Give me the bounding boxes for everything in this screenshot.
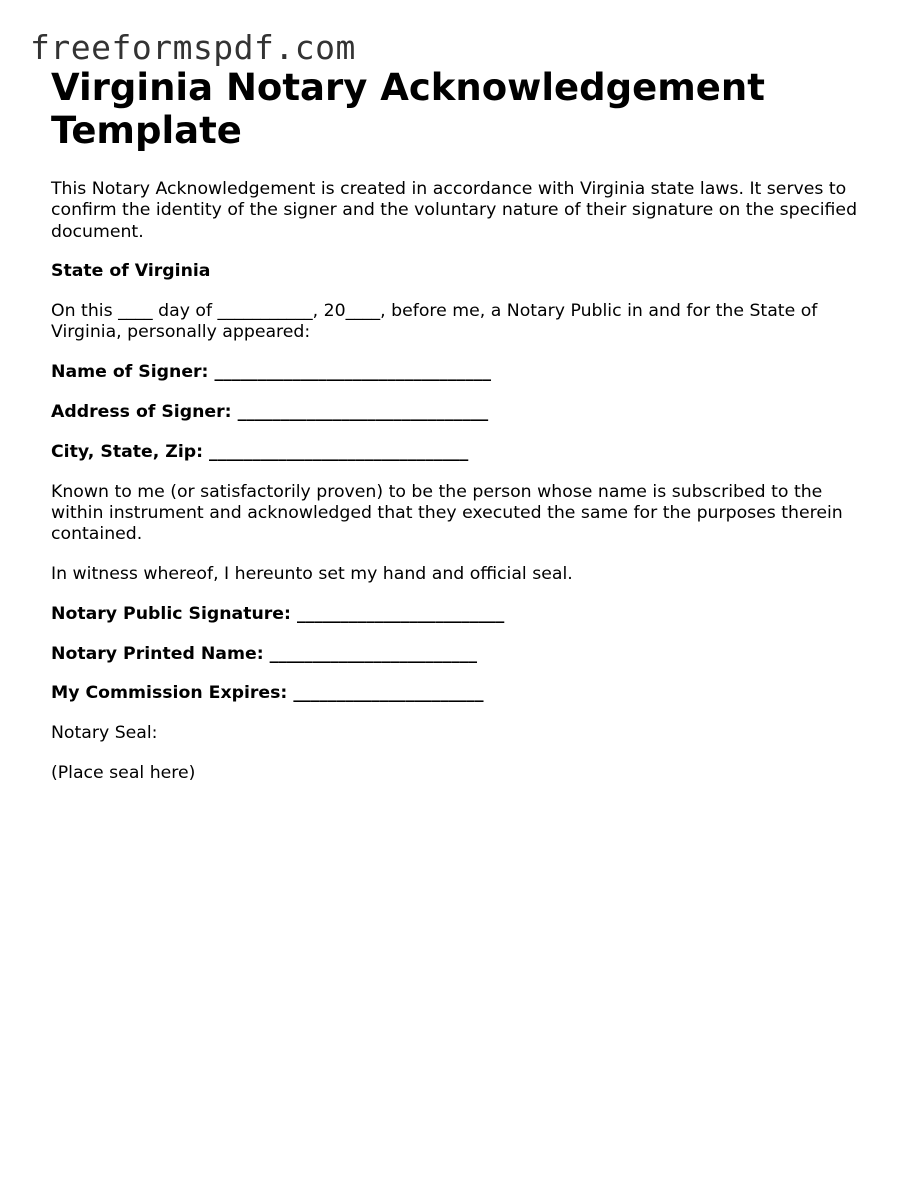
signer-address-field: Address of Signer: _____________________________	[51, 402, 489, 423]
document-body	[51, 66, 871, 784]
document-title: Virginia Notary Acknowledgement Template	[51, 66, 765, 152]
commission-expires-field: My Commission Expires: ______________________	[51, 683, 484, 704]
seal-placeholder: (Place seal here)	[51, 763, 196, 784]
site-watermark: freeformspdf.com	[30, 28, 356, 67]
state-heading: State of Virginia	[51, 261, 211, 282]
notary-seal-label: Notary Seal:	[51, 723, 158, 744]
known-clause: Known to me (or satisfactorily proven) to be the person whose name is subscribed to the within instrument and acknowledged that they executed the same for the purposes therein contained.	[51, 481, 843, 545]
notary-signature-field: Notary Public Signature: ________________________	[51, 603, 505, 624]
intro-paragraph: This Notary Acknowledgement is created in accordance with Virginia state laws. It serves to confirm the identity of the signer and the voluntary nature of their signature on the specified document.	[51, 179, 858, 242]
notary-printed-name-field: Notary Printed Name: ________________________	[51, 643, 477, 664]
city-state-zip-field: City, State, Zip: ______________________________	[51, 441, 469, 462]
signer-name-field: Name of Signer: ________________________________	[51, 362, 491, 383]
appearance-clause: On this ____ day of ___________, 20____, before me, a Notary Public in and for the State of Virginia, personally appeared:	[51, 301, 818, 343]
witness-clause: In witness whereof, I hereunto set my hand and official seal.	[51, 564, 573, 585]
